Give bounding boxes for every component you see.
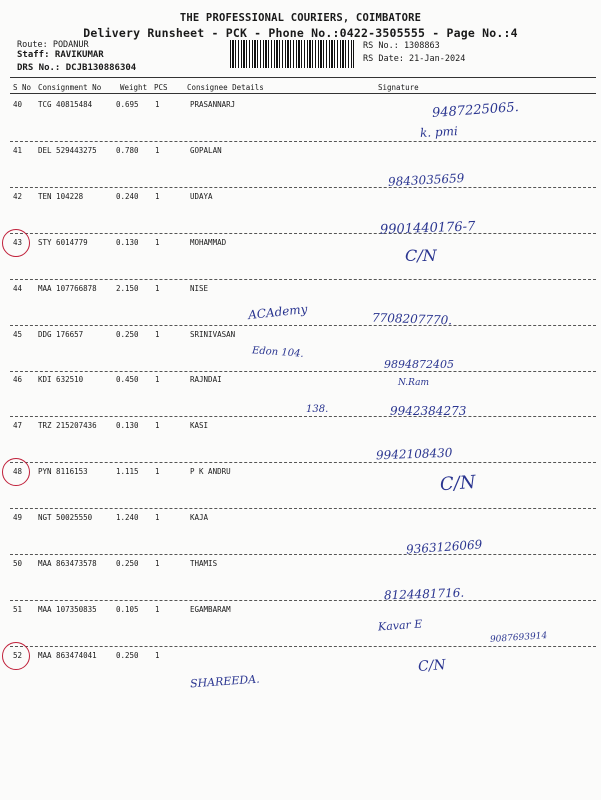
row-sno: 51 bbox=[13, 605, 23, 614]
row-weight: 0.695 bbox=[116, 100, 139, 109]
row-consignment: TEN 104228 bbox=[38, 192, 84, 201]
row-circle-mark bbox=[2, 642, 30, 670]
row-divider bbox=[10, 554, 596, 555]
row-pcs: 1 bbox=[155, 421, 160, 430]
row-weight: 0.130 bbox=[116, 421, 139, 430]
col-pcs: PCS bbox=[154, 83, 168, 92]
company-title: THE PROFESSIONAL COURIERS, COIMBATORE bbox=[179, 12, 422, 24]
row-sno: 42 bbox=[13, 192, 23, 201]
row-consignee: NISE bbox=[190, 284, 209, 293]
row-pcs: 1 bbox=[155, 192, 160, 201]
row-sno: 50 bbox=[13, 559, 23, 568]
row-consignment: MAA 107766878 bbox=[38, 284, 97, 293]
runsheet-title: Delivery Runsheet - PCK - Phone No.:0422-3505555 - Page No.:4 bbox=[83, 26, 518, 40]
handwritten-note: 8124481716. bbox=[383, 585, 465, 603]
row-consignment: TCG 40815484 bbox=[38, 100, 93, 109]
row-consignment: DEL 529443275 bbox=[38, 146, 97, 155]
row-sno: 49 bbox=[13, 513, 23, 522]
rs-no-label: RS No.: 1308863 bbox=[363, 41, 440, 51]
row-consignment: TRZ 215207436 bbox=[38, 421, 97, 430]
row-consignee: THAMIS bbox=[190, 559, 218, 568]
row-divider bbox=[10, 279, 596, 280]
row-consignee: PRASANNARJ bbox=[190, 100, 236, 109]
row-consignee: SRINIVASAN bbox=[190, 330, 236, 339]
row-consignment: MAA 863473578 bbox=[38, 559, 97, 568]
handwritten-note: C/N bbox=[405, 246, 437, 265]
row-consignee: RAJNDAI bbox=[190, 375, 222, 384]
row-divider bbox=[10, 371, 596, 372]
handwritten-note: 9087693914 bbox=[489, 631, 548, 645]
row-weight: 0.450 bbox=[116, 375, 139, 384]
row-consignment: KDI 632510 bbox=[38, 375, 84, 384]
row-sno: 45 bbox=[13, 330, 23, 339]
row-sno: 44 bbox=[13, 284, 23, 293]
handwritten-note: Edon 104. bbox=[251, 345, 304, 360]
handwritten-note: 9843035659 bbox=[387, 171, 465, 189]
row-divider bbox=[10, 462, 596, 463]
row-pcs: 1 bbox=[155, 100, 160, 109]
handwritten-note: SHAREEDA. bbox=[189, 672, 261, 691]
row-consignee: EGAMBARAM bbox=[190, 605, 231, 614]
row-weight: 1.240 bbox=[116, 513, 139, 522]
header-rule-top bbox=[10, 77, 596, 78]
handwritten-note: C/N bbox=[439, 471, 477, 496]
row-pcs: 1 bbox=[155, 284, 160, 293]
row-consignment: MAA 863474041 bbox=[38, 651, 97, 660]
row-divider bbox=[10, 141, 596, 142]
col-consignment: Consignment No bbox=[38, 83, 102, 92]
col-consignee: Consignee Details bbox=[187, 83, 264, 92]
handwritten-note: 7708207770. bbox=[371, 310, 453, 328]
row-weight: 0.250 bbox=[116, 330, 139, 339]
row-sno: 47 bbox=[13, 421, 23, 430]
row-consignee: KAJA bbox=[190, 513, 209, 522]
handwritten-note: Kavar E bbox=[377, 617, 423, 634]
handwritten-note: 9894872405 bbox=[384, 358, 454, 371]
row-consignment: NGT 50025550 bbox=[38, 513, 93, 522]
handwritten-note: 9942108430 bbox=[375, 445, 453, 463]
row-weight: 0.240 bbox=[116, 192, 139, 201]
row-weight: 0.105 bbox=[116, 605, 139, 614]
row-sno: 52 bbox=[13, 651, 23, 660]
col-weight: Weight bbox=[120, 83, 148, 92]
row-pcs: 1 bbox=[155, 651, 160, 660]
barcode bbox=[230, 40, 354, 68]
row-divider bbox=[10, 508, 596, 509]
row-weight: 1.115 bbox=[116, 467, 139, 476]
row-consignee: KASI bbox=[190, 421, 209, 430]
row-weight: 0.130 bbox=[116, 238, 139, 247]
row-consignee: GOPALAN bbox=[190, 146, 222, 155]
row-divider bbox=[10, 646, 596, 647]
route-label: Route: PODANUR bbox=[17, 40, 89, 50]
row-weight: 0.250 bbox=[116, 651, 139, 660]
row-pcs: 1 bbox=[155, 238, 160, 247]
row-consignee: MOHAMMAD bbox=[190, 238, 227, 247]
row-sno: 46 bbox=[13, 375, 23, 384]
row-consignment: MAA 107350835 bbox=[38, 605, 97, 614]
row-consignment: STY 6014779 bbox=[38, 238, 88, 247]
row-divider bbox=[10, 416, 596, 417]
staff-label: Staff: RAVIKUMAR bbox=[17, 50, 104, 60]
row-pcs: 1 bbox=[155, 559, 160, 568]
handwritten-note: 9487225065. bbox=[431, 99, 520, 122]
row-pcs: 1 bbox=[155, 467, 160, 476]
row-divider bbox=[10, 600, 596, 601]
row-weight: 0.780 bbox=[116, 146, 139, 155]
handwritten-note: C/N bbox=[417, 657, 447, 675]
rs-date-label: RS Date: 21-Jan-2024 bbox=[363, 54, 466, 64]
row-consignee: UDAYA bbox=[190, 192, 213, 201]
row-pcs: 1 bbox=[155, 605, 160, 614]
row-consignee: P K ANDRU bbox=[190, 467, 231, 476]
row-circle-mark bbox=[2, 229, 30, 257]
col-sno: S No bbox=[13, 83, 32, 92]
handwritten-note: 138. bbox=[306, 404, 329, 415]
row-pcs: 1 bbox=[155, 513, 160, 522]
handwritten-note: N.Ram bbox=[398, 378, 430, 388]
row-sno: 43 bbox=[13, 238, 23, 247]
row-divider bbox=[10, 233, 596, 234]
handwritten-note: k. pmi bbox=[419, 124, 459, 140]
row-divider bbox=[10, 187, 596, 188]
row-consignment: DDG 176657 bbox=[38, 330, 84, 339]
header-rule-bottom bbox=[10, 93, 596, 94]
row-circle-mark bbox=[2, 458, 30, 486]
row-pcs: 1 bbox=[155, 146, 160, 155]
row-divider bbox=[10, 325, 596, 326]
row-consignment: PYN 8116153 bbox=[38, 467, 88, 476]
row-sno: 41 bbox=[13, 146, 23, 155]
row-pcs: 1 bbox=[155, 330, 160, 339]
handwritten-note: 9363126069 bbox=[405, 537, 483, 557]
row-weight: 2.150 bbox=[116, 284, 139, 293]
row-sno: 40 bbox=[13, 100, 23, 109]
drs-label: DRS No.: DCJB130886304 bbox=[17, 63, 137, 73]
handwritten-note: 9942384273 bbox=[390, 404, 467, 418]
handwritten-note: ACAdemy bbox=[247, 301, 309, 323]
row-sno: 48 bbox=[13, 467, 23, 476]
row-weight: 0.250 bbox=[116, 559, 139, 568]
row-pcs: 1 bbox=[155, 375, 160, 384]
handwritten-note: 9901440176-7 bbox=[379, 219, 476, 238]
col-signature: Signature bbox=[378, 83, 419, 92]
